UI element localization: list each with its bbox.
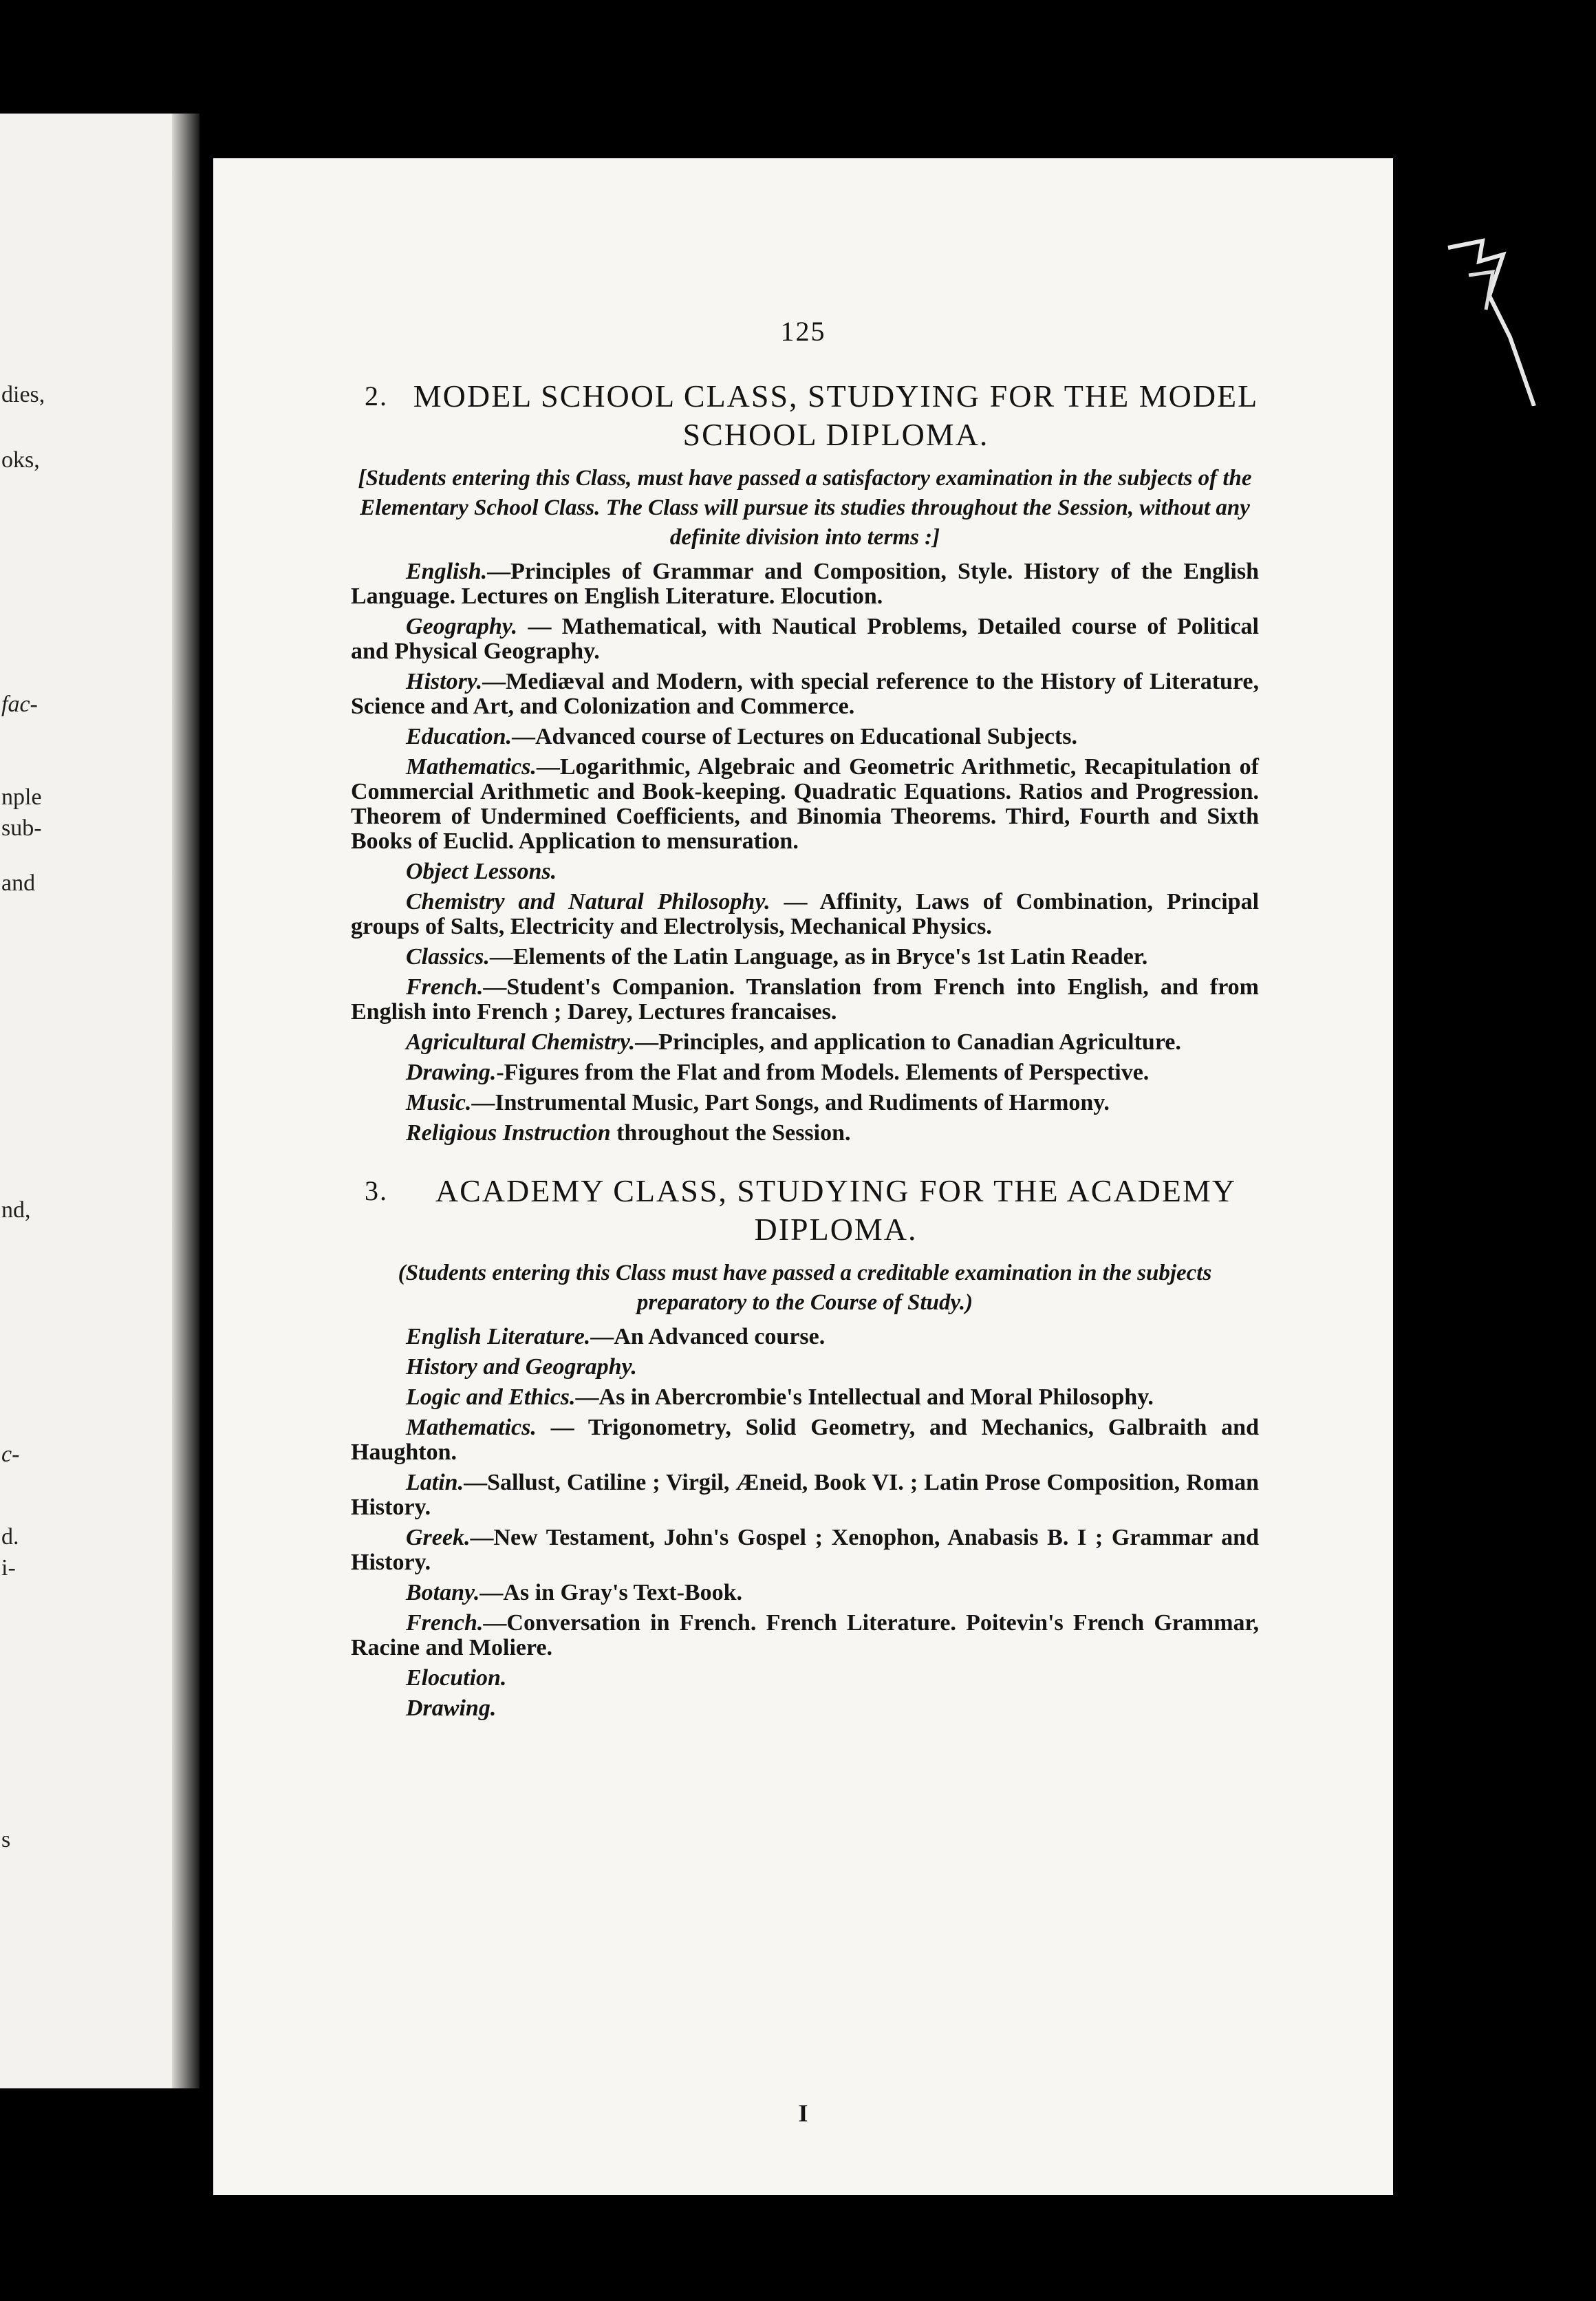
page-gutter — [172, 114, 200, 2088]
margin-fragment: dies, — [1, 382, 45, 407]
section-2-entries — [351, 559, 1259, 1146]
course-entry: Classics.—Elements of the Latin Language, as in Bryce's 1st Latin Reader. — [406, 944, 1148, 970]
margin-fragment: oks, — [1, 447, 40, 473]
page-number: 125 — [780, 316, 826, 347]
margin-fragment: sub- — [1, 815, 42, 841]
course-entry: Mathematics.—Logarithmic, Algebraic and Geometric Arithmetic, Recapitulation of Commercial Arithmetic and Book-keeping. Quadratic Equations. Ratios and Progression. Theorem of Undermined Coefficients, and Binomia Theorems. Third, Fourth and Sixth Books of Euclid. Application to mensuration. — [351, 754, 1259, 854]
course-entry: Latin.—Sallust, Catiline ; Virgil, Æneid, Book VI. ; Latin Prose Composition, Roman History. — [351, 1470, 1259, 1520]
margin-fragment: i- — [1, 1555, 16, 1581]
course-entry: Logic and Ethics.—As in Abercrombie's Intellectual and Moral Philosophy. — [406, 1384, 1154, 1410]
scratch-mark-icon — [1441, 234, 1538, 406]
margin-fragment: c- — [1, 1442, 20, 1467]
course-entry: Education.—Advanced course of Lectures on Educational Subjects. — [406, 724, 1077, 749]
course-entry: Music.—Instrumental Music, Part Songs, and Rudiments of Harmony. — [406, 1090, 1110, 1115]
course-entry: Mathematics. — Trigonometry, Solid Geometry, and Mechanics, Galbraith and Haughton. — [351, 1415, 1259, 1465]
course-entry: Object Lessons. — [406, 859, 557, 884]
margin-fragment: nd, — [1, 1197, 31, 1223]
margin-fragment: d. — [1, 1524, 19, 1550]
course-entry: Elocution. — [406, 1665, 507, 1691]
course-entry: Botany.—As in Gray's Text-Book. — [406, 1580, 742, 1605]
main-page — [213, 158, 1393, 2195]
section-number: 2. — [365, 381, 388, 411]
course-entry: Greek.—New Testament, John's Gospel ; Xenophon, Anabasis B. I ; Grammar and History. — [351, 1525, 1259, 1575]
course-entry: French.—Student's Companion. Translation from French into English, and from English into French ; Darey, Lectures francaises. — [351, 974, 1259, 1025]
course-entry: English Literature.—An Advanced course. — [406, 1324, 826, 1349]
course-entry: Chemistry and Natural Philosophy. — Affinity, Laws of Combination, Principal groups of Salts, Electricity and Electrolysis, Mechanical Physics. — [351, 889, 1260, 939]
section-2-heading — [351, 377, 1259, 454]
margin-fragment: s — [1, 1827, 11, 1852]
course-entry: History.—Mediæval and Modern, with special reference to the History of Literature, Science and Art, and Colonization and Commerce. — [351, 669, 1259, 719]
page-body — [351, 377, 1259, 1726]
course-entry: Agricultural Chemistry.—Principles, and application to Canadian Agriculture. — [406, 1029, 1181, 1055]
section-note: (Students entering this Class must have passed a creditable examination in the subjects preparatory to the Course of Study.) — [398, 1261, 1212, 1315]
margin-fragment: and — [1, 870, 36, 896]
course-entry: Religious Instruction throughout the Session. — [406, 1120, 851, 1146]
margin-fragment: nple — [1, 784, 42, 810]
section-title: ACADEMY CLASS, STUDYING FOR THE ACADEMY DIPLOMA. — [435, 1173, 1237, 1247]
course-entry: History and Geography. — [406, 1354, 637, 1380]
section-3-heading — [351, 1172, 1259, 1249]
course-entry: Geography. — Mathematical, with Nautical Problems, Detailed course of Political and Physical Geography. — [351, 614, 1259, 664]
course-entry: English.—Principles of Grammar and Composition, Style. History of the English Language. Lectures on English Literature. Elocution. — [351, 559, 1259, 609]
section-note: [Students entering this Class, must have passed a satisfactory examination in the subjects of the Elementary School Class. The Class will pursue its studies throughout the Session, without any definite division into terms :] — [358, 466, 1252, 550]
margin-fragment: fac- — [1, 692, 38, 717]
facing-page — [0, 114, 184, 2088]
course-entry: French.—Conversation in French. French Literature. Poitevin's French Grammar, Racine and Moliere. — [351, 1610, 1259, 1660]
signature-mark: I — [798, 2099, 808, 2127]
section-3-entries — [351, 1325, 1259, 1721]
course-entry: Drawing.-Figures from the Flat and from Models. Elements of Perspective. — [406, 1060, 1150, 1085]
course-entry: Drawing. — [406, 1695, 497, 1721]
section-title: MODEL SCHOOL CLASS, STUDYING FOR THE MODEL SCHOOL DIPLOMA. — [413, 378, 1259, 452]
section-number: 3. — [365, 1175, 388, 1206]
